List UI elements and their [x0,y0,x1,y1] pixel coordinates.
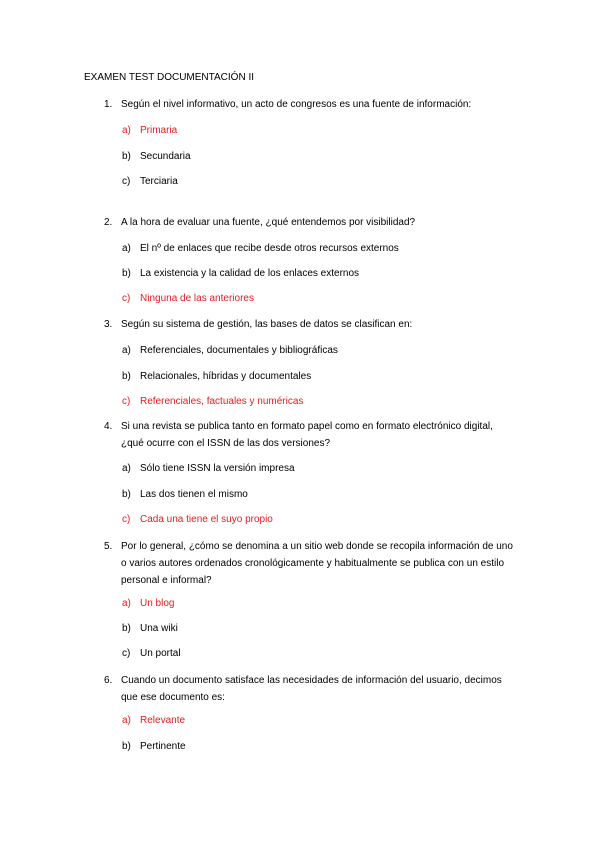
option-text: Referenciales, factuales y numéricas [140,396,304,407]
option-text: Terciaria [140,176,178,187]
option-letter: b) [122,489,131,500]
option-letter: c) [122,396,131,407]
option-letter: c) [122,176,131,187]
question-text: A la hora de evaluar una fuente, ¿qué entendemos por visibilidad? [121,217,416,228]
question-6-option-a [122,714,185,727]
question-text: Si una revista se publica tanto en formato papel como en formato electrónico digital, ¿qué ocurre con el ISSN de las dos versiones? [121,421,493,449]
option-letter: b) [122,741,131,752]
question-number: 1. [104,99,113,110]
question-1-option-b [122,150,191,163]
page-title: EXAMEN TEST DOCUMENTACIÓN II [84,72,255,83]
option-text: Un blog [140,598,175,609]
question-3-option-a [122,344,338,357]
question-1-option-a [122,124,177,137]
question-3 [104,316,514,333]
option-letter: c) [122,648,131,659]
option-text: Ninguna de las anteriores [140,293,254,304]
option-letter: a) [122,598,131,609]
question-number: 3. [104,319,113,330]
option-text: Referenciales, documentales y bibliográficas [140,345,338,356]
option-text: Una wiki [140,623,178,634]
question-1 [104,96,514,113]
question-4 [104,418,514,452]
question-text: Por lo general, ¿cómo se denomina a un sitio web donde se recopila información de uno o varios autores ordenados cronológicamente y habitualmente se publica con un estilo personal e informal? [121,541,513,586]
option-letter: a) [122,715,131,726]
option-letter: b) [122,623,131,634]
question-1-option-c [122,175,178,188]
question-2-option-c [122,292,254,305]
question-5-option-b [122,622,178,635]
option-text: Relevante [140,715,186,726]
option-letter: a) [122,243,131,254]
option-letter: b) [122,371,131,382]
question-text: Cuando un documento satisface las necesidades de información del usuario, decimos que ese documento es: [121,675,502,703]
question-4-option-b [122,488,248,501]
question-5-option-c [122,647,181,660]
question-3-option-b [122,370,311,383]
option-text: Relacionales, híbridas y documentales [140,371,312,382]
option-letter: c) [122,514,131,525]
question-number: 5. [104,541,113,552]
option-text: Secundaria [140,151,191,162]
question-6-option-b [122,740,186,753]
question-2-option-b [122,267,359,280]
option-text: Sólo tiene ISSN la versión impresa [140,463,295,474]
question-6 [104,672,514,706]
option-letter: a) [122,345,131,356]
option-letter: c) [122,293,131,304]
question-5 [104,538,514,589]
option-text: Cada una tiene el suyo propio [140,514,273,525]
option-letter: a) [122,125,131,136]
question-2 [104,214,514,231]
option-text: Un portal [140,648,181,659]
option-text: La existencia y la calidad de los enlaces externos [140,268,360,279]
question-text: Según su sistema de gestión, las bases de datos se clasifican en: [121,319,413,330]
question-2-option-a [122,242,399,255]
option-text: Las dos tienen el mismo [140,489,248,500]
option-text: Primaria [140,125,178,136]
option-text: El nº de enlaces que recibe desde otros recursos externos [140,243,399,254]
question-number: 6. [104,675,113,686]
question-number: 4. [104,421,113,432]
option-letter: b) [122,268,131,279]
question-3-option-c [122,395,303,408]
question-text: Según el nivel informativo, un acto de congresos es una fuente de información: [121,99,472,110]
question-4-option-a [122,462,295,475]
question-5-option-a [122,597,174,610]
option-letter: b) [122,151,131,162]
option-letter: a) [122,463,131,474]
option-text: Pertinente [140,741,186,752]
question-4-option-c [122,513,273,526]
question-number: 2. [104,217,113,228]
